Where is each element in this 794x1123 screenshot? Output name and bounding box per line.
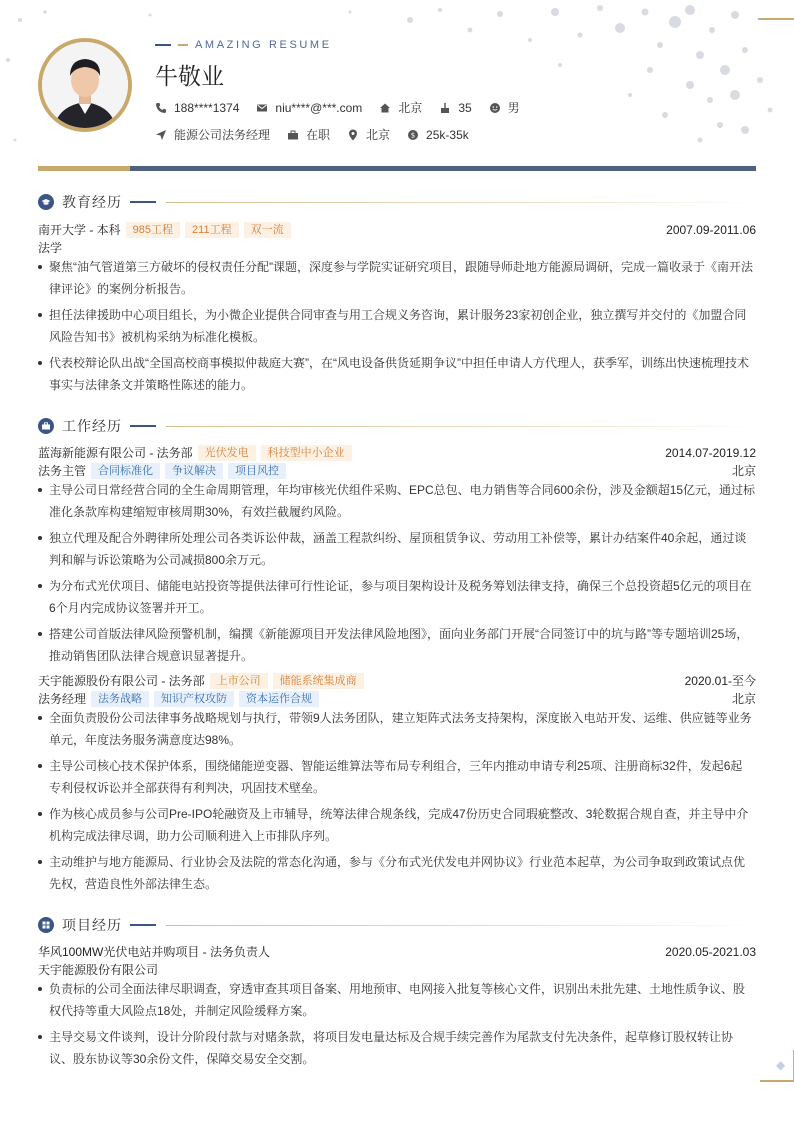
tagline-text: AMAZING RESUME [195,39,332,51]
education-bullet: 代表校辩论队出战“全国高校商事模拟仲裁庭大赛”，在“风电设备供货延期争议”中担任申请人方代理人，获季军，训练出快速梳理技术 事实与法律条文并策略性陈述的能力。 [38,352,756,396]
target-city-item [347,126,390,143]
job-role: 法务经理 [38,692,87,706]
job-role: 法务主管 [38,464,87,478]
job-bullet: 搭建公司首版法律风险预警机制，编撰《新能源项目开发法律风险地图》，面向业务部门开展“合同签订中的坑与路”等专题培训25场， 推动销售团队法律合规意识显著提升。 [38,623,756,667]
role-tag: 资本运作合规 [239,691,319,707]
education-entry-header [38,221,756,238]
job-intent-row [155,126,486,143]
smiley-icon [489,102,501,114]
gender-item [489,99,520,116]
target-city-text: 北京 [366,128,391,142]
job-bullet: 独立代理及配合外聘律所处理公司各类诉讼仲裁，涵盖工程款纠纷、屋顶租赁争议、劳动用工补偿等，累计办结案件40余起，通过谈 判和解与诉讼策略为公司减损800余万元。 [38,527,756,571]
project-bullet: 主导交易文件谈判，设计分阶段付款与对赌条款，将项目发电量达标及合规手续完善作为尾款支付先决条件，起草修订股权转让协 议、股东协议等30余份文件，保障交易安全交割。 [38,1026,756,1070]
job-entry-header [38,444,756,461]
section-header-project [38,915,756,935]
tagline-dash-gold [178,44,188,46]
company-tag: 光伏发电 [198,445,256,461]
education-bullet: 担任法律援助中心项目组长，为小微企业提供合同审查与用工合规义务咨询，累计服务23家初创企业，独立撰写并交付的《加盟合同 风险告知书》被机构采纳为标准化模板。 [38,304,756,348]
phone-icon [155,102,167,114]
job-city: 北京 [731,464,756,478]
age-text: 35 [458,100,472,115]
education-bullet: 聚焦“油气管道第三方破坏的侵权责任分配”课题，深度参与学院实证研究项目，跟随导师赴地方能源局调研，完成一篇收录于《南开法 律评论》的案例分析报告。 [38,256,756,300]
job-bullet: 主导公司核心技术保护体系，围绕储能逆变器、智能运维算法等布局专利组合，三年内推动申请专利25项、注册商标32件，发起6起 专利侵权诉讼并全部获得有利判决，巩固技术壁垒。 [38,755,756,799]
section-title: 教育经历 [62,194,122,210]
contact-info-row [155,99,537,116]
header-divider [38,166,756,171]
avatar-portrait [42,42,128,128]
map-pin-icon [347,129,359,141]
project-dates: 2020.05-2021.03 [665,944,756,959]
position-text: 能源公司法务经理 [174,128,271,142]
resume-tagline [155,39,332,51]
status-item [287,126,330,143]
education-dates: 2007.09-2011.06 [666,222,756,237]
company-name: 天宇能源股份有限公司 - 法务部 [38,674,205,688]
briefcase-icon [38,418,54,434]
school-name: 南开大学 - 本科 [38,223,121,237]
corner-ornament-top-right [758,18,794,56]
company-tag: 科技型中小企业 [261,445,352,461]
job-bullet: 为分布式光伏项目、储能电站投资等提供法律可行性论证，参与项目架构设计及税务筹划法律支持，确保三个总投资超5亿元的项目在 6个月内完成协议签署并开工。 [38,575,756,619]
gender-text: 男 [507,101,520,115]
tagline-dash [155,44,171,46]
job-role-row [38,690,756,707]
job-dates: 2014.07-2019.12 [665,445,756,460]
salary-text: 25k-35k [426,127,469,142]
email-text: niu****@***.com [275,100,363,115]
section-title: 工作经历 [62,418,122,434]
phone-text: 188****1374 [174,100,240,115]
project-name: 华风100MW光伏电站并购项目 - 法务负责人 [38,945,271,959]
major: 法学 [38,241,63,255]
graduation-cap-icon [38,194,54,210]
status-text: 在职 [306,128,331,142]
salary-item [407,128,469,142]
job-dates: 2020.01-至今 [684,674,756,688]
candidate-name: 牛敬业 [155,63,224,89]
phone-item [155,101,239,115]
school-tag: 211工程 [185,222,239,238]
role-tag: 知识产权攻防 [154,691,234,707]
company-tag: 上市公司 [210,673,268,689]
age-item [439,101,471,115]
section-header-work [38,416,756,436]
company-tag: 储能系统集成商 [273,673,364,689]
project-org: 天宇能源股份有限公司 [38,963,159,977]
briefcase-icon [287,129,299,141]
job-bullet: 全面负责股份公司法律事务战略规划与执行，带领9人法务团队，建立矩阵式法务支持架构，深度嵌入电站开发、运维、供应链等业务 单元，年度法务服务满意度达98%。 [38,707,756,751]
email-item [256,101,362,115]
role-tag: 争议解决 [165,463,223,479]
grid-icon [38,917,54,933]
job-bullet: 主动维护与地方能源局、行业协会及法院的常态化沟通，参与《分布式光伏发电并网协议》行业范本起草，为公司争取到政策试点优 先权，营造良性外部法律生态。 [38,851,756,895]
school-tag: 双一流 [244,222,291,238]
send-icon [155,129,167,141]
location-text: 北京 [398,101,423,115]
job-city: 北京 [731,692,756,706]
job-bullet: 主导公司日常经营合同的全生命周期管理，年均审核光伏组件采购、EPC总包、电力销售等合同600余份，涉及金额超15亿元，通过标 准化条款库构建缩短审核周期30%，有效拦截履约风险。 [38,479,756,523]
school-tag: 985工程 [126,222,180,238]
job-bullet: 作为核心成员参与公司Pre-IPO轮融资及上市辅导，统筹法律合规条线，完成47份历史合同瑕疵整改、3轮数据合规自查，并主导中介 机构完成法律尽调，助力公司顺利进入上市排队序列。 [38,803,756,847]
job-entry-header [38,672,756,689]
section-header-education [38,192,756,212]
role-tag: 合同标准化 [91,463,160,479]
diamond-icon: ◆ [776,1058,786,1072]
company-name: 蓝海新能源有限公司 - 法务部 [38,446,193,460]
avatar [38,38,132,132]
section-title: 项目经历 [62,917,122,933]
role-tag: 法务战略 [91,691,149,707]
money-icon [407,129,419,141]
location-item [379,99,422,116]
position-item [155,126,270,143]
mail-icon [256,102,268,114]
home-icon [379,102,391,114]
project-entry-header [38,943,756,960]
cake-icon [439,102,451,114]
svg-text:$: $ [410,131,416,140]
project-bullet: 负责标的公司全面法律尽职调查，穿透审查其项目备案、用地预审、电网接入批复等核心文件，识别出未批先建、土地性质争议、股 权代持等重大风险点18处，并制定风险缓释方案。 [38,978,756,1022]
role-tag: 项目风控 [228,463,286,479]
job-role-row [38,462,756,479]
